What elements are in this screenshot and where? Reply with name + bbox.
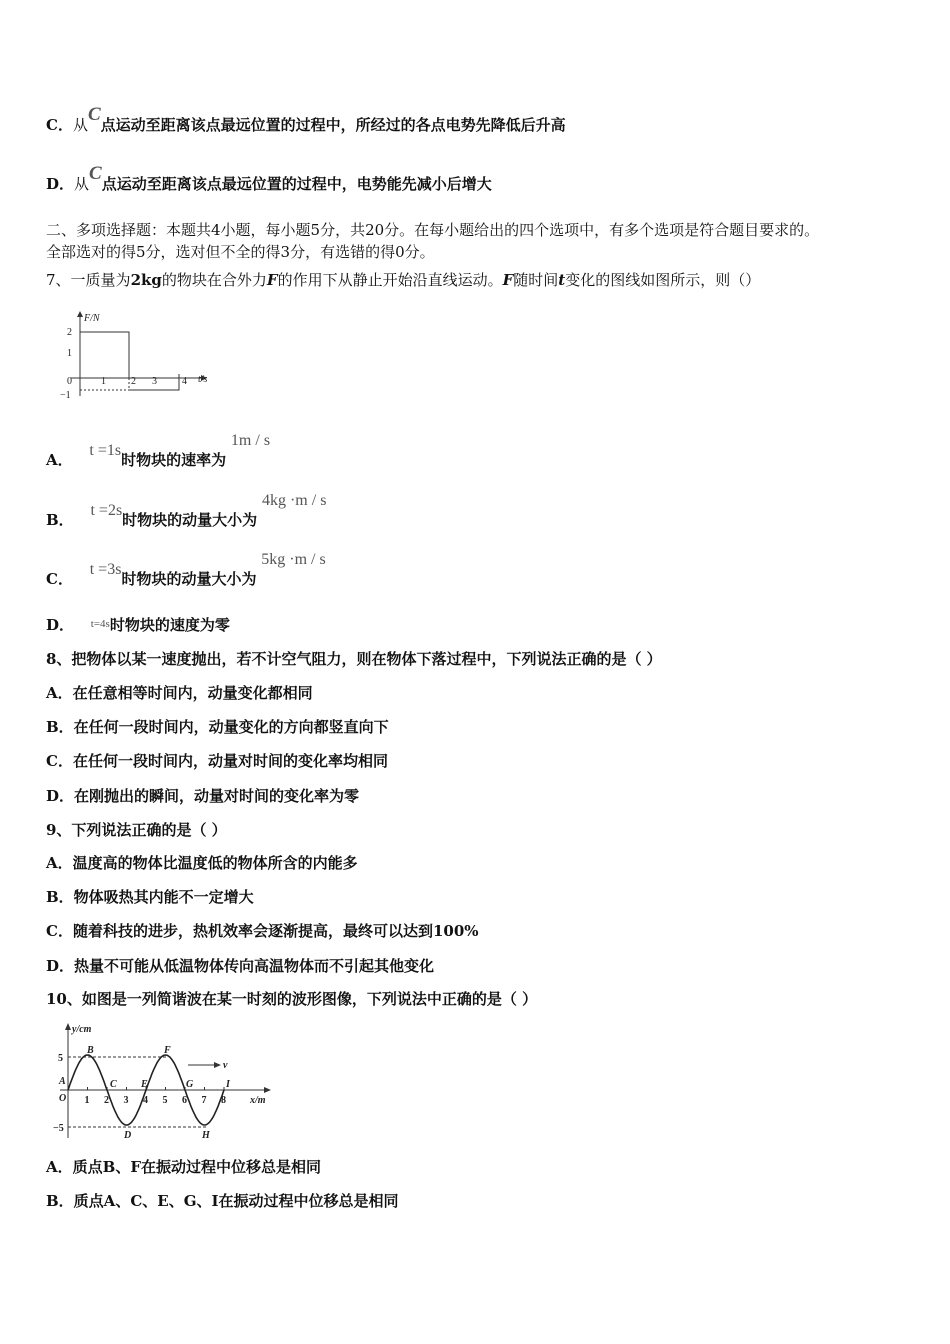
x-tick-label: 7 [201, 1095, 207, 1106]
q10-wave-graph [50, 1020, 280, 1145]
q7-stem: 7、一质量为2kg的物块在合外力F的作用下从静止开始沿直线运动。F随时间t变化的图线如图所示，则（） [46, 271, 761, 289]
x-tick-label: 6 [182, 1095, 187, 1106]
q8-option-d: D．在刚抛出的瞬间，动量对时间的变化率为零 [46, 787, 360, 805]
velocity-label: v [223, 1060, 228, 1071]
y-tick-label: 0 [67, 376, 72, 387]
x-tick-label: 8 [221, 1095, 226, 1106]
x-tick-label: 4 [182, 376, 187, 387]
point-label-h: H [202, 1130, 210, 1141]
q9-option-b: B．物体吸热其内能不一定增大 [46, 888, 254, 906]
x-tick-label: 4 [143, 1095, 148, 1106]
x-axis-arrow [264, 1087, 271, 1093]
velocity-arrowhead [214, 1062, 221, 1068]
q9-option-a: A．温度高的物体比温度低的物体所含的内能多 [46, 854, 358, 872]
section-2-instructions: 二、多项选择题：本题共4小题，每小题5分，共20分。在每小题给出的四个选项中，有多个选项是符合题目要求的。 全部选对的得5分，选对但不全的得3分，有选错的得0分。 [46, 221, 820, 261]
y-axis-label: F/N [84, 313, 100, 324]
q7-option-b: B． t =2s时物块的动量大小为 4kg ·m / s [46, 492, 327, 529]
force-segment-positive [80, 332, 129, 378]
q7-option-a: A． t =1s时物块的速率为 1m / s [46, 432, 271, 469]
point-label-c: C [110, 1079, 117, 1090]
q9-option-c: C．随着科技的进步，热机效率会逐渐提高，最终可以达到100% [46, 922, 479, 940]
y-tick-label: 2 [67, 327, 72, 338]
x-tick-label: 2 [104, 1095, 109, 1106]
x-axis-label: x/m [250, 1095, 266, 1106]
point-label-b: B [87, 1045, 94, 1056]
q8-option-a: A．在任意相等时间内，动量变化都相同 [46, 684, 313, 702]
y-tick-label: −1 [60, 390, 71, 401]
y-axis-arrow [65, 1023, 71, 1030]
q8-stem: 8、把物体以某一速度抛出，若不计空气阻力，则在物体下落过程中，下列说法正确的是（ ） [46, 650, 662, 668]
y-tick-label: 5 [58, 1053, 63, 1064]
q7-option-d: D． $^{t=4s}$时物块的速度为零 [46, 616, 230, 634]
origin-label: O [59, 1093, 67, 1104]
q6-option-c: C．从C点运动至距离该点最远位置的过程中，所经过的各点电势先降低后升高 [46, 104, 566, 134]
y-axis-label: y/cm [72, 1024, 92, 1035]
x-tick-label: 2 [131, 376, 136, 387]
math-var-c: C [89, 163, 102, 184]
y-tick-label: −5 [53, 1123, 64, 1134]
x-axis-label: t/s [198, 374, 208, 385]
q7-force-time-graph [55, 308, 220, 403]
x-tick-label: 1 [84, 1095, 90, 1106]
q8-option-b: B．在任何一段时间内，动量变化的方向都竖直向下 [46, 718, 389, 736]
point-label-a: A [59, 1076, 66, 1087]
point-label-f: F [164, 1045, 171, 1056]
q6-option-d: D．从C点运动至距离该点最远位置的过程中，电势能先减小后增大 [46, 163, 492, 193]
point-label-e: E [141, 1079, 148, 1090]
y-axis-arrow [77, 311, 83, 317]
q7-option-c: C． t =3s时物块的动量大小为 5kg ·m / s [46, 551, 326, 588]
x-tick-label: 3 [123, 1095, 129, 1106]
x-tick-label: 1 [101, 376, 106, 387]
x-tick-label: 5 [162, 1095, 168, 1106]
q9-option-d: D．热量不可能从低温物体传向高温物体而不引起其他变化 [46, 957, 435, 975]
q10-option-a: A．质点B、F在振动过程中位移总是相同 [46, 1158, 321, 1176]
point-label-d: D [124, 1130, 132, 1141]
q10-option-b: B．质点A、C、E、G、I在振动过程中位移总是相同 [46, 1192, 399, 1210]
y-tick-label: 1 [67, 348, 72, 359]
point-label-g: G [186, 1079, 194, 1090]
q10-stem: 10、如图是一列简谐波在某一时刻的波形图像，下列说法中正确的是（ ） [46, 990, 538, 1008]
q8-option-c: C．在任何一段时间内，动量对时间的变化率均相同 [46, 752, 388, 770]
x-tick-label: 3 [152, 376, 157, 387]
math-var-c: C [87, 104, 101, 125]
q9-stem: 9、下列说法正确的是（ ） [46, 821, 227, 839]
point-label-i: I [226, 1079, 230, 1090]
